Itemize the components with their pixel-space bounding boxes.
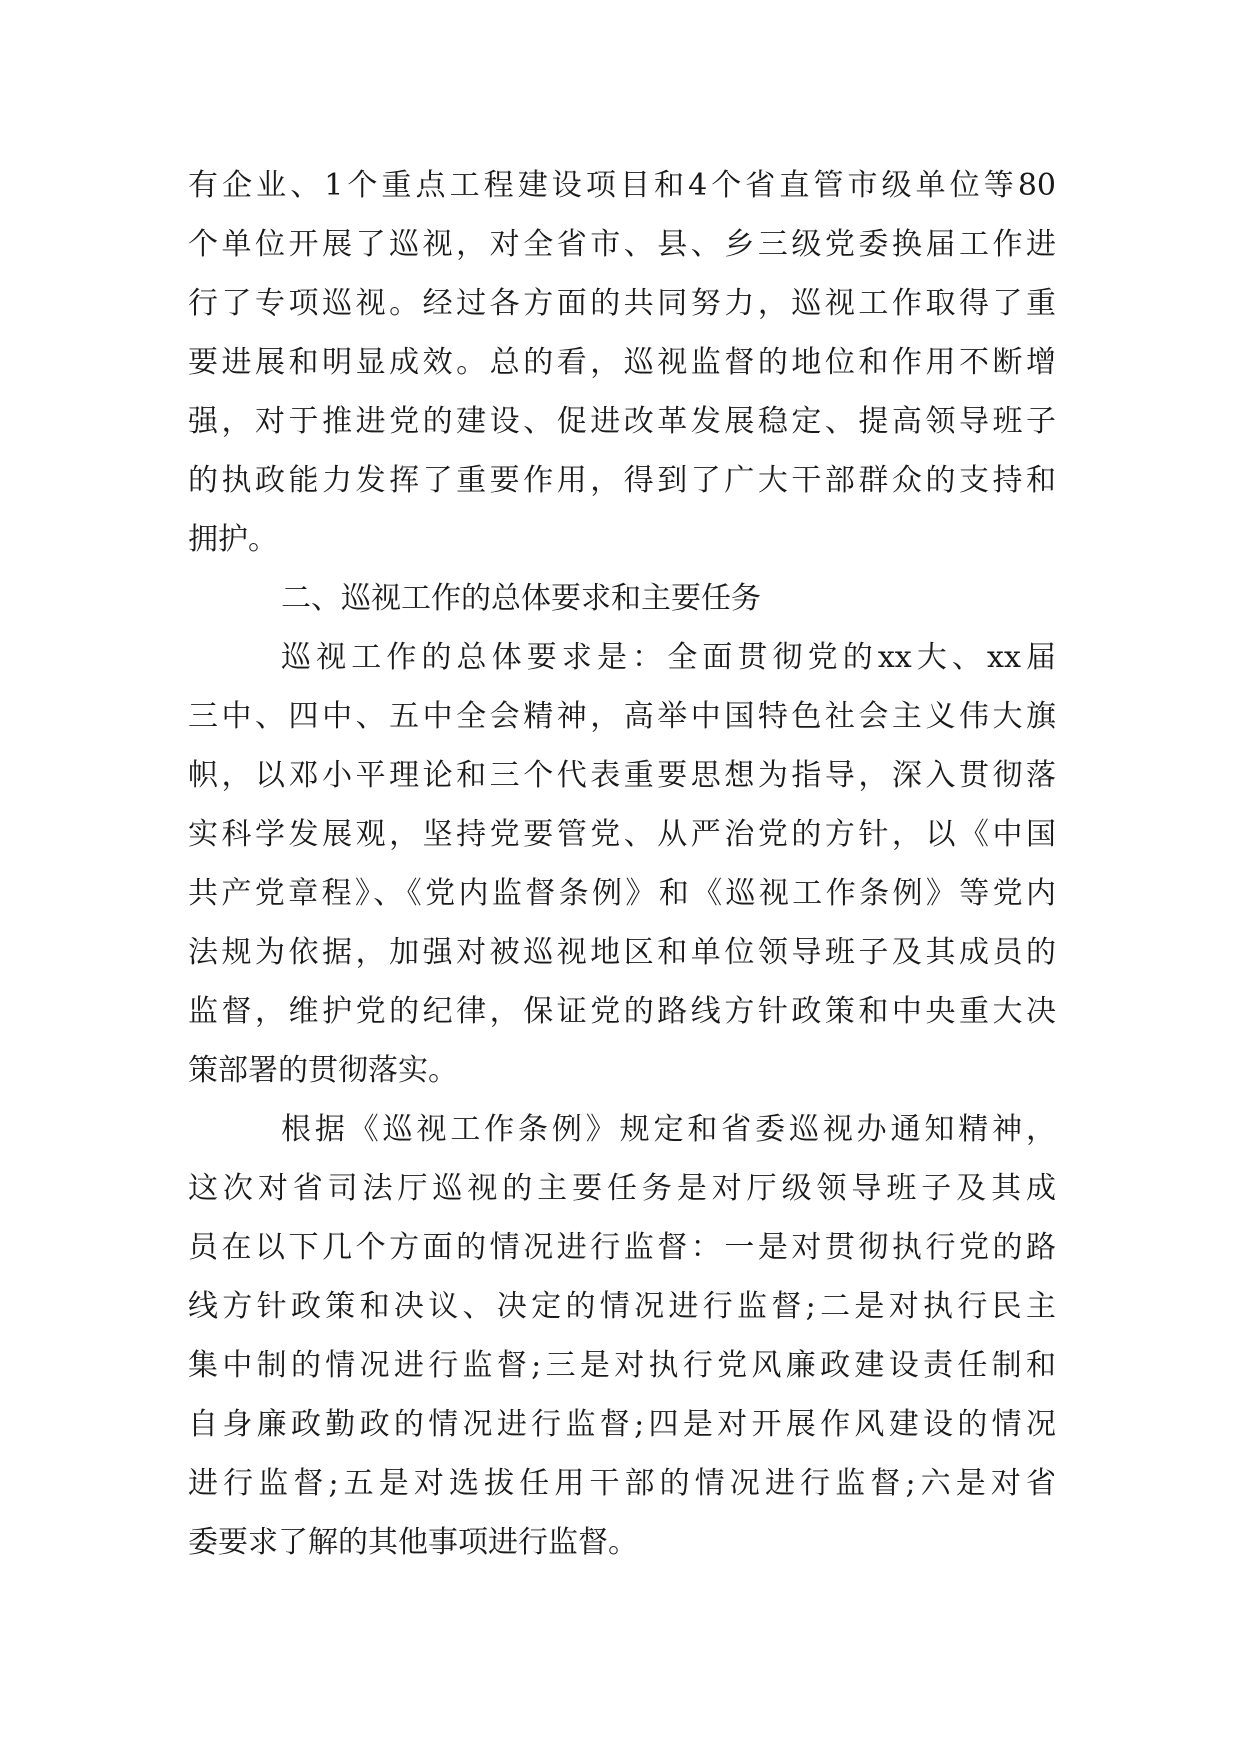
text-line: 委要求了解的其他事项进行监督。 xyxy=(188,1525,638,1560)
text-line: 这次对省司法厅巡视的主要任务是对厅级领导班子及其成 xyxy=(188,1171,1056,1206)
text-line: 巡视工作的总体要求是：全面贯彻党的xx大、xx届 xyxy=(281,640,1056,675)
text-line: 个单位开展了巡视，对全省市、县、乡三级党委换届工作进 xyxy=(188,227,1056,262)
text-line: 有企业、1个重点工程建设项目和4个省直管市级单位等80 xyxy=(188,168,1056,203)
heading-text: 二、巡视工作的总体要求和主要任务 xyxy=(281,581,761,616)
text-line: 实科学发展观，坚持党要管党、从严治党的方针，以《中国 xyxy=(188,817,1056,852)
text-line: 的执政能力发挥了重要作用，得到了广大干部群众的支持和 xyxy=(188,463,1056,498)
text-line: 根据《巡视工作条例》规定和省委巡视办通知精神， xyxy=(281,1112,1056,1147)
text-line: 进行监督;五是对选拔任用干部的情况进行监督;六是对省 xyxy=(188,1466,1056,1501)
text-line: 自身廉政勤政的情况进行监督;四是对开展作风建设的情况 xyxy=(188,1407,1056,1442)
paragraph-3 xyxy=(188,1100,1056,1572)
text-line: 三中、四中、五中全会精神，高举中国特色社会主义伟大旗 xyxy=(188,699,1056,734)
text-line: 强，对于推进党的建设、促进改革发展稳定、提高领导班子 xyxy=(188,404,1056,439)
text-line: 要进展和明显成效。总的看，巡视监督的地位和作用不断增 xyxy=(188,345,1056,380)
text-line: 监督，维护党的纪律，保证党的路线方针政策和中央重大决 xyxy=(188,994,1056,1029)
text-line: 集中制的情况进行监督;三是对执行党风廉政建设责任制和 xyxy=(188,1348,1056,1383)
text-line: 法规为依据，加强对被巡视地区和单位领导班子及其成员的 xyxy=(188,935,1056,970)
text-line: 线方针政策和决议、决定的情况进行监督;二是对执行民主 xyxy=(188,1289,1056,1324)
section-heading xyxy=(188,569,1056,628)
paragraph-1 xyxy=(188,156,1056,569)
text-line: 行了专项巡视。经过各方面的共同努力，巡视工作取得了重 xyxy=(188,286,1056,321)
text-line: 共产党章程》、《党内监督条例》和《巡视工作条例》等党内 xyxy=(188,876,1056,911)
text-line: 拥护。 xyxy=(188,522,278,557)
paragraph-2 xyxy=(188,628,1056,1100)
text-line: 员在以下几个方面的情况进行监督：一是对贯彻执行党的路 xyxy=(188,1230,1056,1265)
document-body xyxy=(188,156,1056,1572)
text-line: 策部署的贯彻落实。 xyxy=(188,1053,458,1088)
text-line: 帜，以邓小平理论和三个代表重要思想为指导，深入贯彻落 xyxy=(188,758,1056,793)
